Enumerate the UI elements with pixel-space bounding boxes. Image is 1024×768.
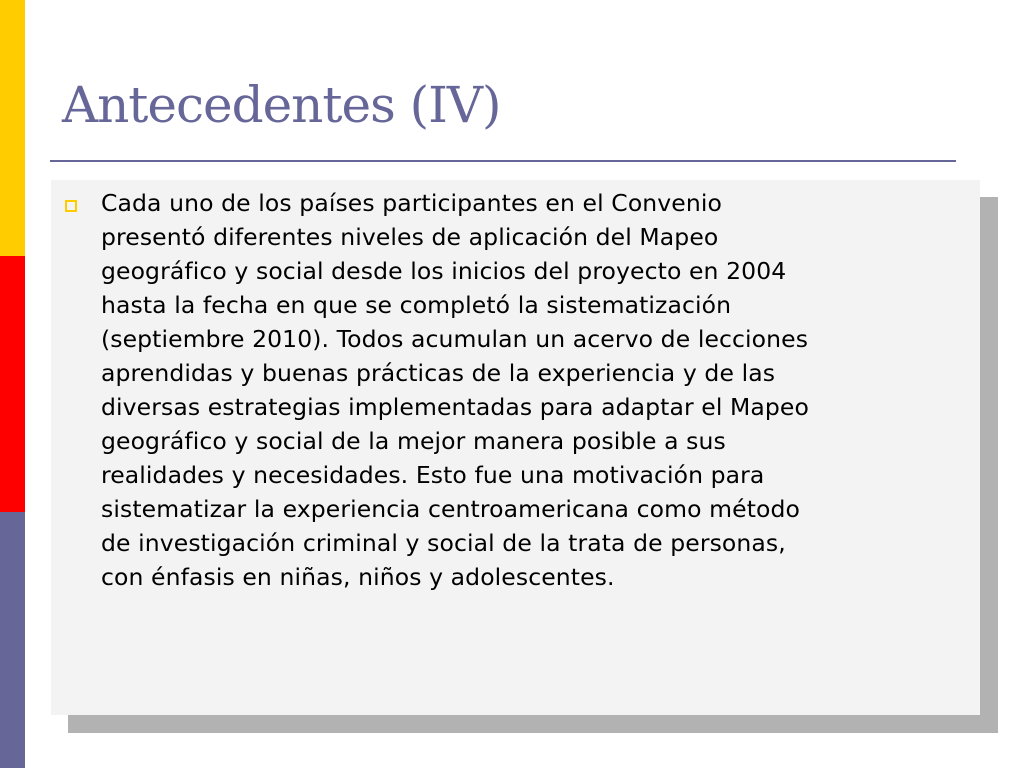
title-underline (50, 160, 956, 162)
side-bar-yellow (0, 0, 25, 256)
bullet-text: Cada uno de los países participantes en el Convenio presentó diferentes niveles de aplicación del Mapeo geográfico y social desde los inicios del proyecto en 2004 hasta la fecha en que se completó la sistematización (septiembre 2010). Todos acumulan un acervo de lecciones aprendidas y buenas prácticas de la experiencia y de las diversas estrategias implementadas para adaptar el Mapeo geográfico y social de la mejor manera posible a sus realidades y necesidades. Esto fue una motivación para sistematizar la experiencia centroamericana como método de investigación criminal y social de la trata de personas, con énfasis en niñas, niños y adolescentes. (101, 189, 809, 591)
side-bar-red (0, 256, 25, 512)
side-bar-blue (0, 512, 25, 768)
slide-title: Antecedentes (IV) (62, 76, 501, 134)
square-bullet-icon (65, 200, 77, 212)
